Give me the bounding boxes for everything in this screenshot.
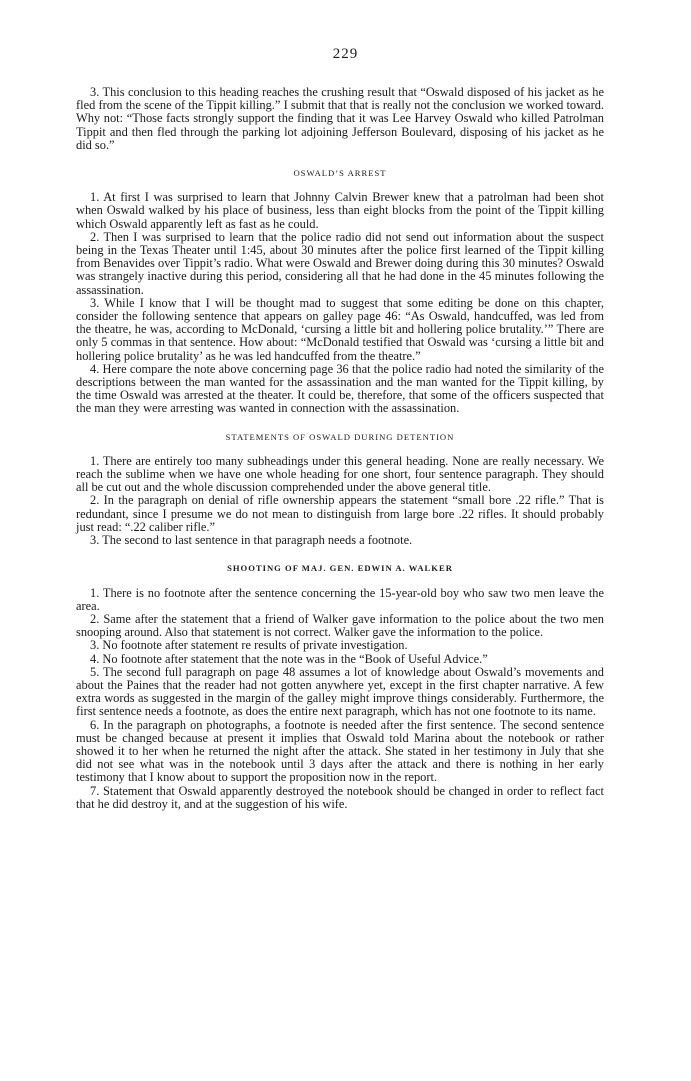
paragraph: 3. No footnote after statement re results of private investigation. — [90, 638, 408, 653]
paragraph: 7. Statement that Oswald apparently destroyed the notebook should be changed in order to reflect fact that he did destroy it, and at the suggestion of his wife. — [76, 783, 604, 811]
paragraph: 1. At first I was surprised to learn that Johnny Calvin Brewer knew that a patrolman had been shot when Oswald walked by his place of business, less than eight blocks from the point of the Tippit killing which Oswald apparently left as fast as he could. — [76, 190, 604, 231]
intro-paragraph: 3. This conclusion to this heading reaches the crushing result that “Oswald disposed of his jacket as he fled from the scene of the Tippit killing.” I submit that that is really not the conclusion we worked toward. Why not: “Those facts strongly support the finding that it was Lee Harvey Oswald who killed Patrolman Tippit and then fled through the parking lot adjoining Jefferson Boulevard, disposing of his jacket as he did so.” — [76, 85, 604, 152]
paragraph: 2. In the paragraph on denial of rifle ownership appears the statement “small bore .22 rifle.” That is redundant, since I presume we do not mean to distinguish from large bore .22 rifles. It should probably just read: “.22 caliber rifle.” — [76, 493, 604, 534]
section-heading: STATEMENTS OF OSWALD DURING DETENTION — [225, 431, 455, 442]
paragraph: 2. Then I was surprised to learn that the police radio did not send out information about the suspect being in the Texas Theater until 1:45, about 30 minutes after the police first learned of the Tippit killing from Benavides over Tippit’s radio. What were Oswald and Brewer doing during this 30 minutes? Oswald was strangely inactive during this period, considering all that he had done in the 45 minutes following the assassination. — [76, 229, 604, 297]
paragraph: 4. No footnote after statement that the note was in the “Book of Useful Advice.” — [90, 651, 488, 666]
section-oswalds-arrest — [76, 167, 604, 416]
paragraph: 1. There are entirely too many subheadings under this general heading. None are really necessary. We reach the sublime when we have one whole heading for one short, four sentence paragraph. They should all be cut out and the whole discussion comprehended under the above general title. — [76, 453, 604, 495]
section-heading: SHOOTING OF MAJ. GEN. EDWIN A. WALKER — [227, 563, 453, 574]
paragraph: 3. While I know that I will be thought mad to suggest that some editing be done on this chapter, consider the following sentence that appears on galley page 46: “As Oswald, handcuffed, was led from the theatre, he was, according to McDonald, ‘cursing a little bit and hollering police brutality.’” There are only 5 commas in that sentence. How about: “McDonald testified that Oswald was ‘cursing a little bit and hollering police brutality’ as he was led handcuffed from the theatre.” — [76, 295, 604, 363]
section-statements-during-detention — [76, 431, 604, 548]
page-number: 229 — [332, 46, 359, 62]
paragraph: 3. The second to last sentence in that paragraph needs a footnote. — [90, 533, 413, 548]
section-heading: OSWALD’S ARREST — [293, 168, 387, 179]
paragraph: 1. There is no footnote after the sentence concerning the 15-year-old boy who saw two men leave the area. — [76, 585, 604, 613]
page-body — [76, 86, 604, 811]
paragraph: 6. In the paragraph on photographs, a footnote is needed after the first sentence. The second sentence must be changed because at present it implies that Oswald told Marina about the notebook or rather showed it to her when he returned the night after the attack. She stated in her testimony in July that she did not see what was in the notebook until 3 days after the attack and there is nothing in her early testimony that I know about to support the proposition now in the report. — [76, 717, 604, 785]
paragraph: 5. The second full paragraph on page 48 assumes a lot of knowledge about Oswald’s movements and about the Paines that the reader had not gotten anywhere yet, except in the first chapter narrative. A few extra words as suggested in the margin of the galley might improve things considerably. Furthermore, the first sentence needs a footnote, as does the entire next paragraph, which has not one footnote to its name. — [76, 664, 604, 719]
section-walker-shooting — [76, 562, 604, 811]
paragraph: 2. Same after the statement that a friend of Walker gave information to the police about the two men snooping around. Also that statement is not correct. Walker gave the information to the police. — [76, 611, 604, 640]
paragraph: 4. Here compare the note above concerning page 36 that the police radio had noted the similarity of the descriptions between the man wanted for the assassination and the man wanted for the Tippit killing, by the time Oswald was arrested at the theater. It could be, therefore, that some of the officers suspected that the man they were arresting was wanted in connection with the assassination. — [76, 361, 604, 416]
